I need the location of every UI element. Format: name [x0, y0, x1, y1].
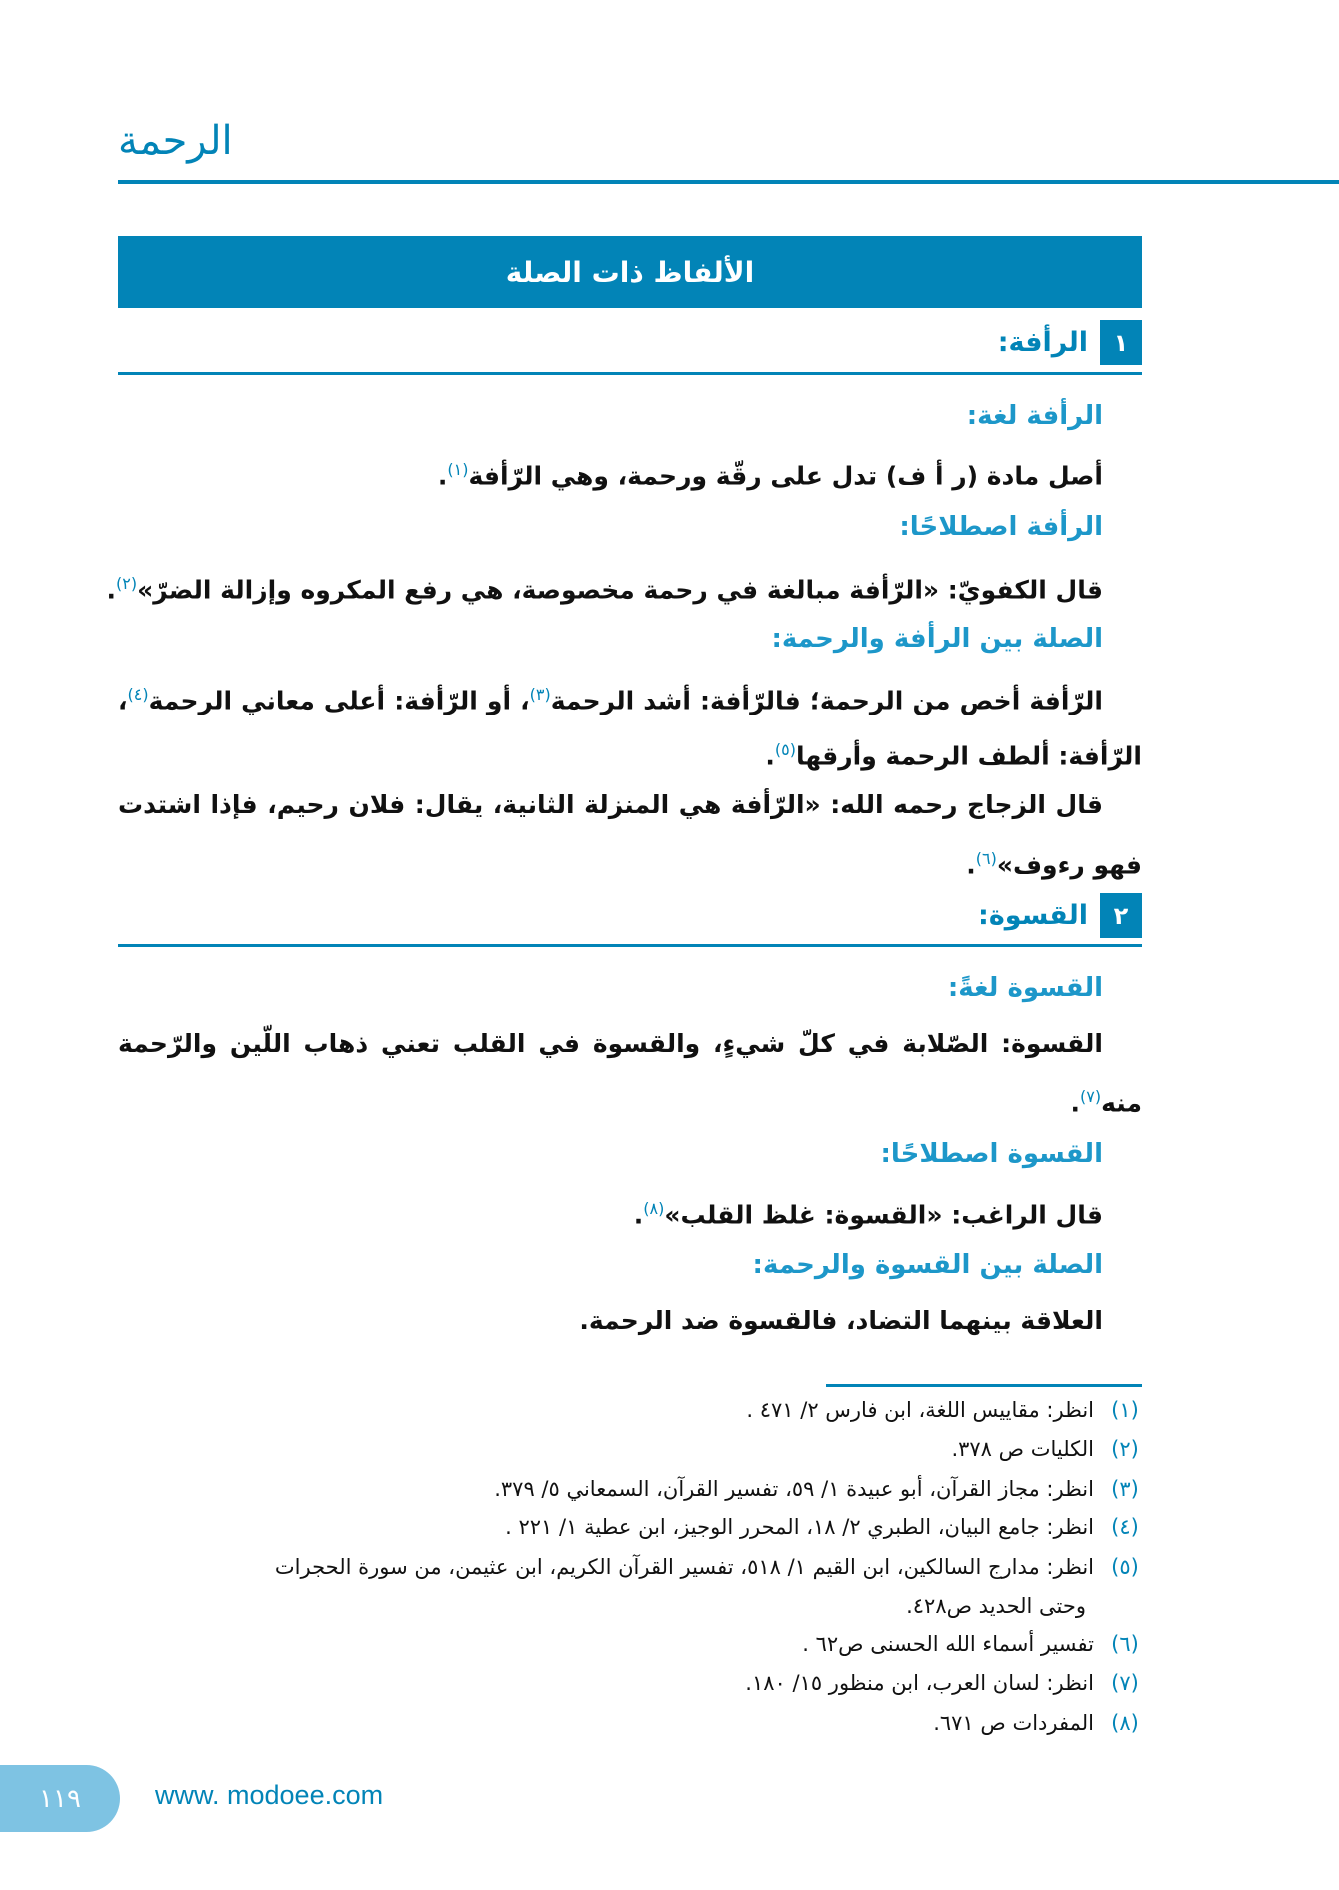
subheading: الصلة بين القسوة والرحمة: [752, 1250, 1103, 1280]
footnote-text: تفسير أسماء الله الحسنى ص٦٢ . [802, 1632, 1094, 1656]
footnote-number: (١) [1111, 1398, 1139, 1422]
text: . [437, 461, 448, 491]
text: أصل مادة (ر أ ف) تدل على رقّة ورحمة، وهي الرّأفة [468, 461, 1103, 491]
footnote-text: انظر: مجاز القرآن، أبو عبيدة ١/ ٥٩، تفسير القرآن، السمعاني ٥/ ٣٧٩. [494, 1477, 1094, 1501]
chapter-title: الرحمة [118, 118, 233, 164]
subheading: الرأفة اصطلاحًا: [899, 512, 1103, 542]
subheading: الرأفة لغة: [966, 401, 1103, 431]
footnote-ref[interactable]: (٥) [774, 740, 796, 759]
page-number: ١١٩ [0, 1765, 120, 1832]
footnote-ref[interactable]: (٧) [1080, 1087, 1102, 1106]
text: الرّأفة أخص من الرحمة؛ فالرّأفة: أشد الرحمة [550, 686, 1103, 715]
section-label: القسوة: [978, 900, 1088, 931]
text: ، أو الرّأفة: أعلى معاني الرحمة [148, 686, 530, 715]
text: ، [118, 686, 128, 715]
paragraph-line [118, 675, 1142, 715]
footnote-divider [826, 1384, 1142, 1387]
header-divider [118, 180, 1339, 184]
website-link[interactable]: www. modoee.com [155, 1780, 384, 1810]
paragraph-line [765, 730, 1142, 776]
section-divider [118, 372, 1142, 375]
text: العلاقة بينهما التضاد، فالقسوة ضد الرحمة. [579, 1306, 1103, 1335]
text: قال الزجاج رحمه الله: «الرّأفة هي المنزلة الثانية، يقال: فلان رحيم، فإذا اشتدت [118, 790, 1103, 819]
footnote-text: المفردات ص ٦٧١. [933, 1711, 1094, 1735]
paragraph-line [579, 1301, 1103, 1341]
paragraph-line [966, 839, 1142, 885]
section-heading-2 [978, 893, 1142, 938]
text: . [633, 1200, 644, 1230]
footnote [951, 1431, 1142, 1467]
footnote-text: انظر: جامع البيان، الطبري ٢/ ١٨، المحرر الوجيز، ابن عطية ١/ ٢٢١ . [505, 1515, 1094, 1539]
footnote [275, 1549, 1142, 1585]
section-label: الرأفة: [997, 327, 1088, 358]
banner-title: الألفاظ ذات الصلة [505, 255, 755, 289]
footnote-number: (٨) [1111, 1711, 1139, 1735]
footnote-ref[interactable]: (٣) [529, 685, 551, 704]
footnote-text: الكليات ص ٣٧٨. [951, 1437, 1094, 1461]
text: القسوة: الصّلابة في كلّ شيءٍ، والقسوة في القلب تعني ذهاب اللّين والرّحمة [118, 1029, 1103, 1058]
section-number-badge: ٢ [1100, 893, 1142, 938]
footnote [746, 1392, 1142, 1428]
paragraph-line [1071, 1077, 1142, 1123]
footnote [933, 1705, 1142, 1741]
text: . [1070, 1088, 1081, 1118]
paragraph-line [107, 564, 1103, 610]
footnote-number: (٥) [1111, 1555, 1139, 1579]
paragraph-line [118, 1024, 1142, 1064]
text: منه [1101, 1088, 1142, 1118]
text: . [765, 741, 775, 771]
subheading: الصلة بين الرأفة والرحمة: [771, 624, 1103, 654]
section-banner [118, 236, 1142, 308]
footnote-ref[interactable]: (١) [447, 460, 469, 479]
text: الرّأفة: ألطف الرحمة وأرقها [795, 741, 1142, 771]
footnote [802, 1626, 1142, 1662]
footnote-ref[interactable]: (٤) [127, 685, 149, 704]
footnote-continuation: وحتى الحديد ص٤٢٨. [906, 1594, 1086, 1618]
section-heading-1 [998, 320, 1142, 365]
section-divider [118, 944, 1142, 947]
footnote-ref[interactable]: (٢) [116, 574, 138, 593]
footnote-text: انظر: مدارج السالكين، ابن القيم ١/ ٥١٨، تفسير القرآن الكريم، ابن عثيمن، من سورة الحجرات [274, 1555, 1094, 1579]
footnote-ref[interactable]: (٦) [975, 849, 997, 868]
footnote-ref[interactable]: (٨) [643, 1199, 665, 1218]
subheading: القسوة اصطلاحًا: [880, 1139, 1103, 1169]
subheading: القسوة لغةً: [947, 973, 1103, 1003]
footnote-number: (٣) [1111, 1477, 1139, 1501]
footnote-number: (٧) [1111, 1671, 1139, 1695]
text: فهو رءوف» [996, 850, 1142, 880]
footnote-text: انظر: مقاييس اللغة، ابن فارس ٢/ ٤٧١ . [746, 1398, 1094, 1422]
paragraph-line [634, 1189, 1103, 1235]
footnote [505, 1509, 1142, 1545]
text: . [966, 850, 976, 880]
footnote [745, 1665, 1142, 1701]
footnote-number: (٤) [1111, 1515, 1139, 1539]
section-number-badge: ١ [1100, 320, 1142, 365]
paragraph-line [438, 450, 1103, 496]
footnote-number: (٦) [1111, 1632, 1139, 1656]
footnote-text: انظر: لسان العرب، ابن منظور ١٥/ ١٨٠. [745, 1671, 1094, 1695]
footnote [494, 1471, 1142, 1507]
text: قال الراغب: «القسوة: غلظ القلب» [664, 1200, 1103, 1230]
text: . [106, 575, 117, 605]
footnote-number: (٢) [1111, 1437, 1139, 1461]
text: قال الكفويّ: «الرّأفة مبالغة في رحمة مخصوصة، هي رفع المكروه وإزالة الضرّ» [137, 575, 1103, 605]
paragraph-line [118, 785, 1142, 825]
